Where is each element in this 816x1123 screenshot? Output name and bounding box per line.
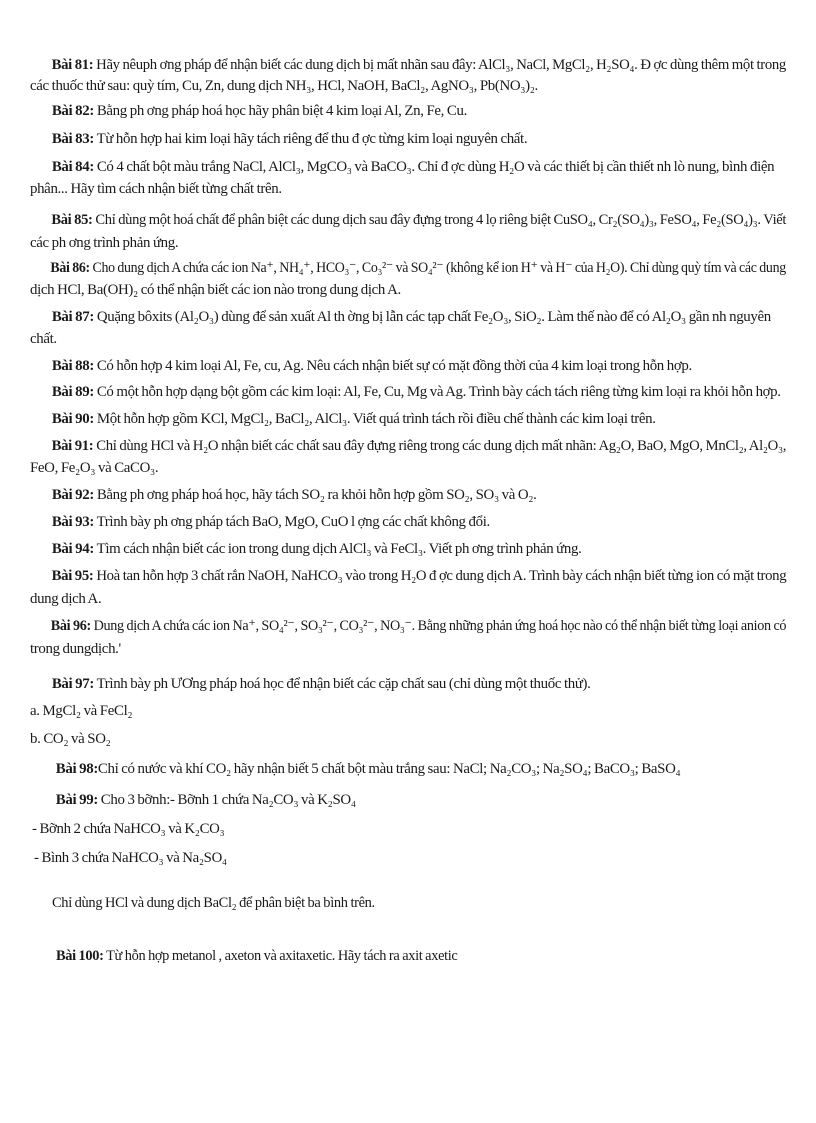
problem-97-item-b: b. CO₂ và SO₂ [30,731,111,747]
problem-99 [30,791,786,810]
problem-99-item-3: - Bình 3 chứa NaHCO₃ và Na₂SO₄ [34,850,227,866]
problem-text: Có 4 chất bột màu trắng NaCl, AlCl₃, MgCO₃ và BaCO₃. Chỉ đ ợc dùng H₂O và các thiết bị cần thiết nh lò nung, bình điện [96,159,775,175]
problem-95 [30,567,786,586]
problem-text: Có một hỗn hợp dạng bột gồm các kim loại: Al, Fe, Cu, Mg và Ag. Trình bày cách tách riêng từng kim loại ra khỏi hỗn hợp. [96,384,781,400]
problem-86-cont: dịch HCl, Ba(OH)₂ có thể nhận biết các ion nào trong dung dịch A. [30,282,401,298]
problem-label: Bài 90: [51,411,94,427]
problem-text: Bằng ph ơng pháp hoá học hãy phân biệt 4 kim loại Al, Zn, Fe, Cu. [96,103,467,119]
problem-93 [30,513,786,532]
problem-81 [30,56,786,75]
problem-text: Hãy nêuph ơng pháp để nhận biết các dung dịch bị mất nhãn sau đây: AlCl₃, NaCl, MgCl₂, H₂SO₄. Đ ợc dùng thêm một trong [96,57,786,73]
problem-84-cont: phân... Hãy tìm cách nhận biết từng chất trên. [30,181,282,197]
problem-label: Bài 89: [51,384,94,400]
problem-97-item-a: a. MgCl₂ và FeCl₂ [30,703,133,719]
problem-label: Bài 86: [50,260,90,276]
problem-94 [30,540,786,559]
problem-text: Chỉ dùng một hoá chất để phân biệt các dung dịch sau đây đựng trong 4 lọ riêng biệt CuSO₄, Cr₂(SO₄)₃, FeSO₄, Fe₂(SO₄)₃. Viết [95,212,787,228]
problem-98 [30,760,786,779]
problem-text: Bằng ph ơng pháp hoá học, hãy tách SO₂ ra khỏi hỗn hợp gồm SO₂, SO₃ và O₂. [96,487,537,503]
problem-text: Quặng bôxits (Al₂O₃) dùng để sản xuất Al th ờng bị lẫn các tạp chất Fe₂O₃, SiO₂. Làm thế nào để có Al₂O₃ gần nh nguyên [96,309,771,325]
problem-81-cont: các thuốc thử sau: quỳ tím, Cu, Zn, dung dịch NH₃, HCl, NaOH, BaCl₂, AgNO₃, Pb(NO₃)₂. [30,78,538,94]
problem-label: Bài 82: [51,103,94,119]
problem-text: Từ hỗn hợp metanol , axeton và axitaxetic. Hãy tách ra axit axetic [106,948,458,964]
problem-text: Chỉ có nước và khí CO₂ hãy nhận biết 5 chất bột màu trắng sau: NaCl; Na₂CO₃; Na₂SO₄; BaCO₃; BaSO₄ [97,761,681,777]
problem-82 [30,102,786,121]
problem-label: Bài 98: [55,761,98,777]
problem-label: Bài 92: [51,487,94,503]
problem-97 [30,675,786,694]
problem-label: Bài 99: [55,792,98,808]
problem-label: Bài 91: [51,438,94,454]
problem-text: Dung dịch A chứa các ion Na⁺, SO₄²⁻, SO₃²⁻, CO₃²⁻, NO₃⁻. Bằng những phản ứng hoá học nào có thể nhận biết từng loại anion có [93,618,787,634]
problem-91-cont: FeO, Fe₂O₃ và CaCO₃. [30,460,159,476]
problem-87 [30,308,786,327]
problem-85 [30,211,786,230]
problem-96 [30,617,786,636]
problem-label: Bài 83: [51,131,94,147]
problem-90 [30,410,786,429]
problem-85-cont: các ph ơng trình phản ứng. [30,235,179,251]
problem-label: Bài 81: [51,57,94,73]
problem-label: Bài 94: [51,541,94,557]
problem-96-cont: trong dungdịch.' [30,641,121,657]
problem-text: Trình bày ph ƯƠng pháp hoá học để nhận biết các cặp chất sau (chỉ dùng một thuốc thử). [96,676,591,692]
problem-label: Bài 84: [51,159,94,175]
problem-label: Bài 85: [51,212,93,228]
problem-95-cont: dung dịch A. [30,591,102,607]
problem-label: Bài 93: [51,514,94,530]
problem-text: Chỉ dùng HCl và H₂O nhận biết các chất sau đây đựng riêng trong các dung dịch mất nhãn: Ag₂O, BaO, MgO, MnCl₂, Al₂O₃, [96,438,787,454]
problem-text: Hoà tan hỗn hợp 3 chất rắn NaOH, NaHCO₃ vào trong H₂O đ ợc dung dịch A. Trình bày cách nhận biết từng ion có mặt trong [96,568,787,584]
problem-83 [30,130,786,149]
problem-text: Cho 3 bỡnh:- Bỡnh 1 chứa Na₂CO₃ và K₂SO₄ [100,792,356,808]
problem-text: Trình bày ph ơng pháp tách BaO, MgO, CuO l ợng các chất không đổi. [96,514,490,530]
problem-label: Bài 97: [51,676,94,692]
problem-91 [30,437,786,456]
problem-89 [30,383,786,402]
problem-99-item-2: - Bỡnh 2 chứa NaHCO₃ và K₂CO₃ [32,821,225,837]
problem-label: Bài 87: [51,309,94,325]
problem-label: Bài 88: [51,358,94,374]
problem-84 [30,158,786,177]
problem-100 [56,947,786,966]
problem-text: Cho dung dịch A chứa các ion Na⁺, NH₄⁺, HCO₃⁻, Co₃²⁻ và SO₄²⁻ (không kể ion H⁺ và H⁻ của H₂O). Chỉ dùng quỳ tím và các dung [92,260,786,276]
problem-92 [30,486,786,505]
problem-label: Bài 100: [56,948,104,964]
problem-86 [30,259,786,278]
problem-text: Tìm cách nhận biết các ion trong dung dịch AlCl₃ và FeCl₃. Viết ph ơng trình phản ứng. [96,541,582,557]
problem-label: Bài 95: [51,568,94,584]
problem-text: Một hỗn hợp gồm KCl, MgCl₂, BaCl₂, AlCl₃. Viết quá trình tách rồi điều chế thành các kim loại trên. [96,411,656,427]
problem-87-cont: chất. [30,331,57,347]
problem-label: Bài 96: [50,618,91,634]
problem-text: Có hỗn hợp 4 kim loại Al, Fe, cu, Ag. Nêu cách nhận biết sự có mặt đồng thời của 4 kim loại trong hỗn hợp. [96,358,692,374]
problem-text: Từ hỗn hợp hai kim loại hãy tách riêng để thu đ ợc từng kim loại nguyên chất. [96,131,528,147]
problem-99-note: Chỉ dùng HCl và dung dịch BaCl₂ để phân biệt ba bình trên. [52,895,375,911]
problem-88 [30,357,786,376]
